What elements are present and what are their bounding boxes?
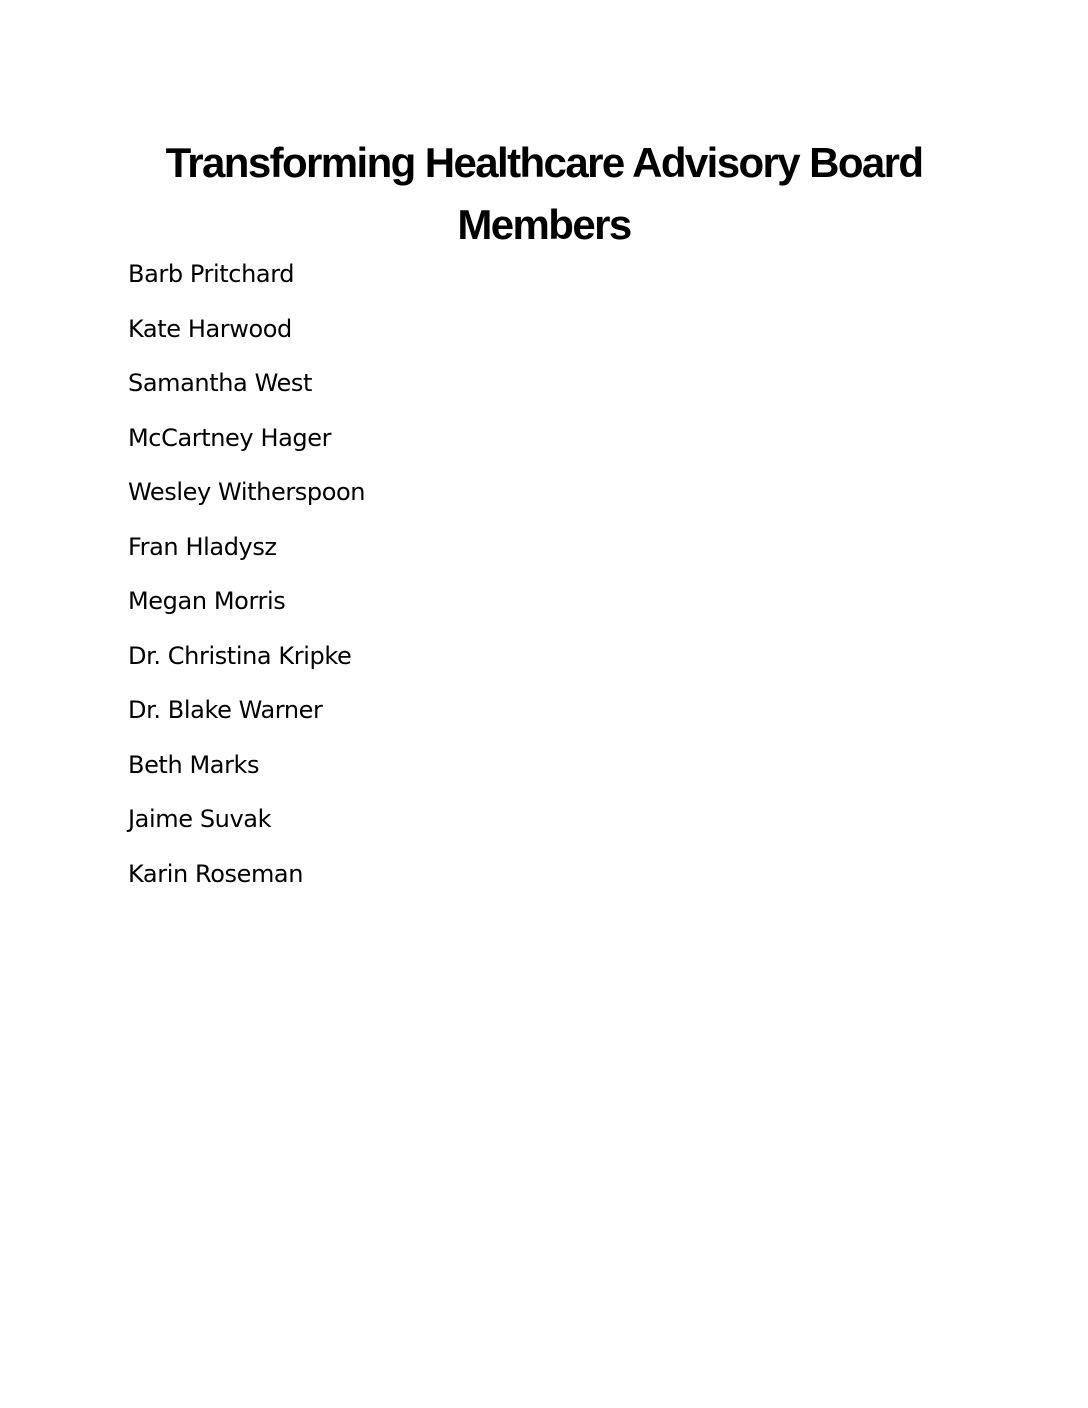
member-name: Fran Hladysz (128, 532, 277, 561)
member-name: Kate Harwood (128, 314, 292, 343)
page-title: Transforming Healthcare Advisory Board Members (165, 139, 923, 248)
member-name: Dr. Blake Warner (128, 696, 323, 724)
member-name: Samantha West (128, 369, 312, 397)
member-name: Wesley Witherspoon (128, 478, 366, 506)
member-list (128, 256, 365, 910)
member-name: Megan Morris (128, 587, 286, 615)
member-name: Beth Marks (128, 750, 260, 779)
member-name: Jaime Suvak (128, 805, 272, 833)
member-name: Dr. Christina Kripke (128, 641, 352, 670)
member-name: McCartney Hager (128, 423, 332, 452)
member-name: Karin Roseman (128, 859, 304, 888)
member-name: Barb Pritchard (128, 260, 295, 288)
